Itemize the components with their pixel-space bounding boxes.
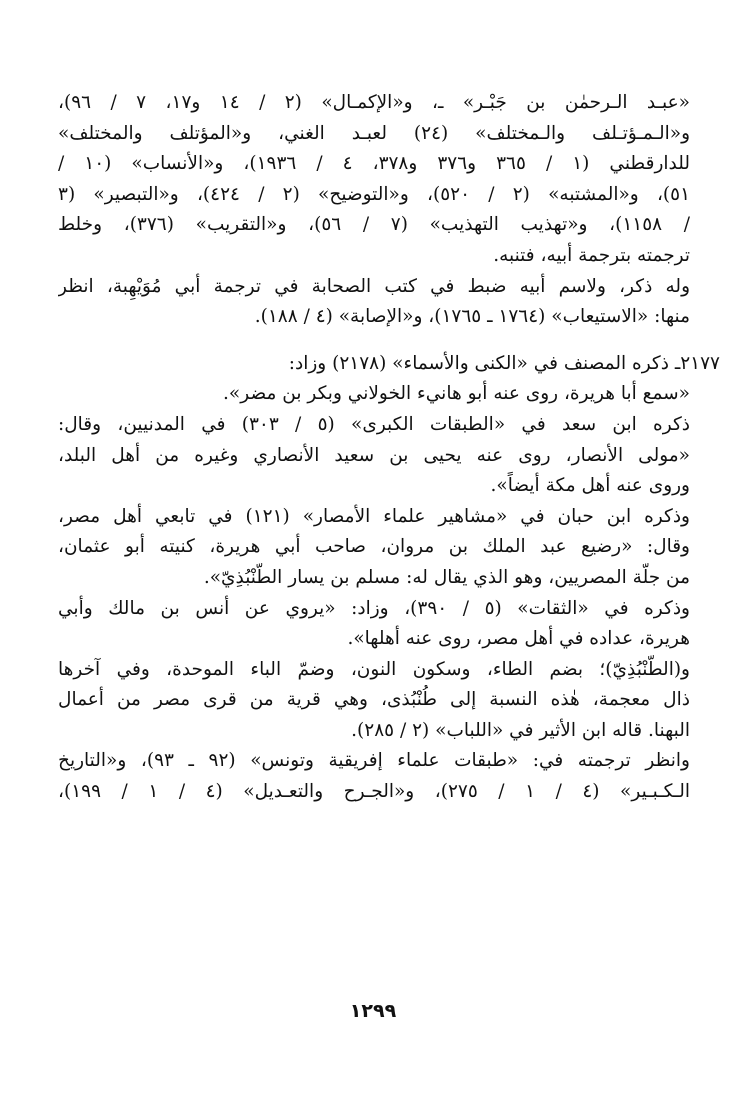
text-line: ٥١)، و«المشتبه» (٢ / ٥٢٠)، و«التوضيح» (٢ / ٤٢٤)، و«التبصير» (٣: [58, 183, 690, 205]
page-number: ١٢٩٩: [349, 1000, 397, 1022]
text-line: وذكره ابن حبان في «مشاهير علماء الأمصار» (١٢١) في تابعي أهل مصر،: [58, 505, 690, 527]
text-line: ترجمته بترجمة أبيه، فتنبه.: [493, 244, 690, 266]
text-line: وله ذكر، ولاسم أبيه ضبط في كتب الصحابة في ترجمة أبي مُوَيْهِبة، انظر: [58, 275, 690, 297]
entry-body: [58, 379, 690, 807]
text-line: «سمع أبا هريرة، روى عنه أبو هانيء الخولاني وبكر بن مضر».: [223, 383, 690, 405]
text-line: وروى عنه أهل مكة أيضاً».: [490, 475, 690, 497]
text-line: «مولى الأنصار، روى عنه يحيى بن سعيد الأنصاري وغيره من أهل البلد،: [58, 444, 690, 466]
paragraph-references: [58, 88, 690, 272]
text-line: البهنا. قاله ابن الأثير في «اللباب» (٢ / ٢٨٥).: [351, 719, 690, 741]
text-line: هريرة، عداده في أهل مصر، روى عنه أهلها».: [347, 628, 690, 650]
text-line: الـكـبـير» (٤ / ١ / ٢٧٥)، و«الجـرح والتعـديل» (٤ / ١ / ١٩٩)،: [58, 781, 690, 803]
text-line: / ١١٥٨)، و«تهذيب التهذيب» (٧ / ٥٦)، و«التقريب» (٣٧٦)، وخلط: [58, 214, 690, 236]
text-line: وانظر ترجمته في: «طبقات علماء إفريقية وتونس» (٩٢ ـ ٩٣)، و«التاريخ: [58, 750, 690, 772]
text-line: ذال معجمة، هٰذه النسبة إلى طُنْبُذى، وهي قرية من قرى مصر من أعمال: [58, 689, 690, 711]
text-line: و(الطُّنْبُذِيّ)؛ بضم الطاء، وسكون النون، وضمّ الباء الموحدة، وفي آخرها: [58, 658, 690, 680]
text-line: وذكره في «الثقات» (٥ / ٣٩٠)، وزاد: «يروي عن أنس بن مالك وأبي: [58, 597, 690, 619]
text-line: منها: «الاستيعاب» (١٧٦٤ ـ ١٧٦٥)، و«الإصابة» (٤ / ١٨٨).: [254, 306, 690, 328]
section-gap: [58, 333, 690, 349]
page-body: [58, 88, 720, 808]
text-line: «عبـد الـرحمٰن بن جَبْـر» ـ، و«الإكمـال» (٢ / ١٤ و١٧، ٧ / ٩٦)،: [58, 92, 690, 113]
text-line: من جلّة المصريين، وهو الذي يقال له: مسلم بن يسار الطُّنْبُذِيّ».: [203, 566, 690, 588]
paragraph-note: [58, 272, 690, 333]
text-line: للدارقطني (١ / ٣٦٥ و٣٧٦ و٣٧٨، ٤ / ١٩٣٦)، و«الأنساب» (١٠ /: [58, 153, 690, 175]
text-line: ذكره ابن سعد في «الطبقات الكبرى» (٥ / ٣٠٣) في المدنيين، وقال:: [58, 413, 690, 435]
text-line: وقال: «رضيع عبد الملك بن مروان، صاحب أبي هريرة، كنيته أبو عثمان،: [58, 536, 690, 558]
text-line: و«الـمـؤتـلف والـمختلف» (٢٤) لعبـد الغني، و«المؤتلف والمختلف»: [58, 122, 690, 144]
entry-heading: ٢١٧٧ـ ذكره المصنف في «الكنى والأسماء» (٢١٧٨) وزاد:: [288, 352, 720, 374]
